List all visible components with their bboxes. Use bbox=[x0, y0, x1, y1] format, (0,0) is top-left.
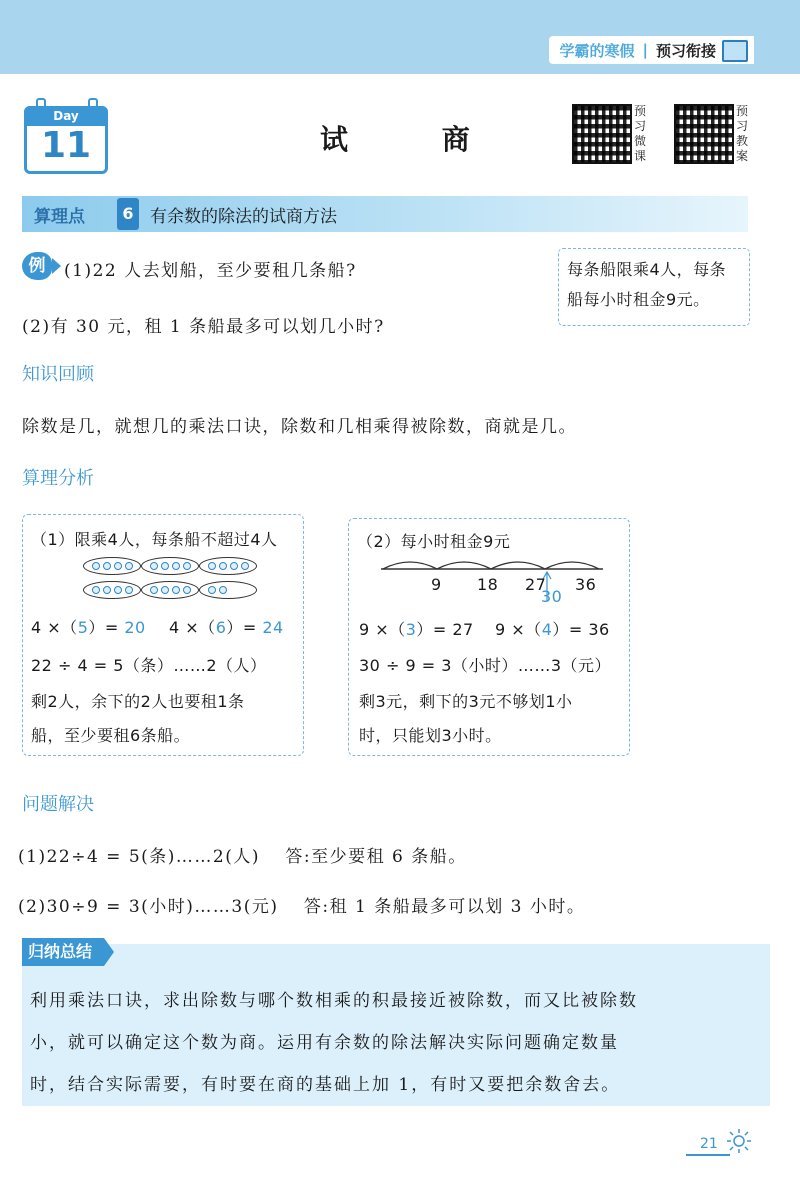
example-condition-note bbox=[558, 248, 750, 326]
person-dot bbox=[161, 586, 169, 594]
solution-answer-1: (1)22÷4 = 5(条)……2(人) 答:至少要租 6 条船。 bbox=[18, 847, 467, 867]
tick-label: 36 bbox=[575, 575, 597, 594]
box2-explanation-1: 剩3元，剩下的3元不够划1小 bbox=[359, 692, 573, 711]
person-dot bbox=[150, 562, 158, 570]
box1-equation-2: 4 ×（6）= 24 bbox=[169, 618, 284, 637]
solution-answer-2: (2)30÷9 = 3(小时)……3(元) 答:租 1 条船最多可以划 3 小时。 bbox=[18, 897, 586, 917]
box1-equation-1: 4 ×（5）= 20 bbox=[31, 618, 146, 637]
analysis-box-1 bbox=[22, 514, 304, 756]
person-dot bbox=[208, 586, 216, 594]
person-dot bbox=[172, 586, 180, 594]
person-dot bbox=[125, 562, 133, 570]
person-dot bbox=[92, 562, 100, 570]
summary-line-3: 时，结合实际需要，有时要在商的基础上加 1，有时又要把余数舍去。 bbox=[30, 1075, 621, 1095]
person-dot bbox=[241, 562, 249, 570]
box2-equation-1: 9 ×（3）= 27 bbox=[359, 620, 474, 639]
person-dot bbox=[208, 562, 216, 570]
person-dot bbox=[103, 586, 111, 594]
person-dot bbox=[103, 562, 111, 570]
section-label: 算理点 bbox=[34, 207, 85, 227]
marker-label: 30 bbox=[541, 587, 563, 606]
tick-label: 9 bbox=[431, 575, 442, 594]
person-dot bbox=[161, 562, 169, 570]
summary-line-2: 小，就可以确定这个数为商。运用有余数的除法解决实际问题确定数量 bbox=[30, 1033, 619, 1053]
box2-explanation-2: 时，只能划3小时。 bbox=[359, 726, 502, 745]
summary-tag: 归纳总结 bbox=[22, 938, 104, 966]
summary-tag-tip bbox=[104, 938, 114, 966]
page-number-underline bbox=[686, 1154, 730, 1156]
page-number: 21 bbox=[700, 1136, 718, 1152]
analysis-box-2 bbox=[348, 518, 630, 756]
tick-label: 18 bbox=[477, 575, 499, 594]
book-icon bbox=[722, 40, 748, 62]
note-line: 船每小时租金9元。 bbox=[567, 290, 710, 309]
box2-equation-2: 9 ×（4）= 36 bbox=[495, 620, 610, 639]
series-subtitle: 预习衔接 bbox=[655, 41, 716, 60]
person-dot bbox=[125, 586, 133, 594]
example-question-2: (2)有 30 元，租 1 条船最多可以划几小时? bbox=[22, 317, 385, 337]
person-dot bbox=[172, 562, 180, 570]
day-label: Day bbox=[24, 106, 108, 126]
qr-code-icon[interactable] bbox=[674, 104, 734, 164]
box1-explanation-1: 剩2人，余下的2人也要租1条 bbox=[31, 692, 245, 711]
example-question-1: (1)22 人去划船，至少要租几条船? bbox=[64, 261, 357, 281]
qr-label-lesson-plan: 预习教案 bbox=[736, 104, 749, 163]
review-text: 除数是几，就想几的乘法口诀，除数和几相乘得被除数，商就是几。 bbox=[22, 417, 577, 437]
person-dot bbox=[219, 586, 227, 594]
review-heading: 知识回顾 bbox=[22, 364, 94, 385]
solution-heading: 问题解决 bbox=[22, 794, 94, 815]
box1-explanation-2: 船，至少要租6条船。 bbox=[31, 726, 191, 745]
person-dot bbox=[114, 562, 122, 570]
person-dot bbox=[230, 562, 238, 570]
tick-label: 27 bbox=[525, 575, 547, 594]
person-dot bbox=[150, 586, 158, 594]
summary-line-1: 利用乘法口诀，求出除数与哪个数相乘的积最接近被除数，而又比被除数 bbox=[30, 991, 638, 1011]
analysis-heading: 算理分析 bbox=[22, 468, 94, 489]
day-number: 11 bbox=[40, 125, 92, 166]
section-number: 6 bbox=[117, 198, 139, 230]
page-title: 试 商 bbox=[320, 123, 512, 156]
person-dot bbox=[183, 586, 191, 594]
person-dot bbox=[114, 586, 122, 594]
series-separator: | bbox=[642, 41, 648, 59]
sun-icon bbox=[726, 1128, 752, 1154]
people-groups-diagram bbox=[79, 555, 269, 601]
note-line: 每条船限乘4人，每条 bbox=[567, 260, 727, 279]
person-dot bbox=[92, 586, 100, 594]
section-title: 有余数的除法的试商方法 bbox=[150, 207, 337, 227]
person-dot bbox=[219, 562, 227, 570]
box1-title: （1）限乘4人，每条船不超过4人 bbox=[31, 530, 278, 549]
person-dot bbox=[183, 562, 191, 570]
qr-code-icon[interactable] bbox=[572, 104, 632, 164]
box2-title: （2）每小时租金9元 bbox=[357, 532, 511, 551]
arrow-icon bbox=[52, 258, 61, 274]
box1-division: 22 ÷ 4 = 5（条）……2（人） bbox=[31, 656, 267, 675]
qr-label-micro-lesson: 预习微课 bbox=[634, 104, 647, 163]
box2-division: 30 ÷ 9 = 3（小时）……3（元） bbox=[359, 656, 612, 675]
example-badge: 例 bbox=[22, 252, 52, 280]
series-name: 学霸的寒假 bbox=[559, 41, 635, 60]
